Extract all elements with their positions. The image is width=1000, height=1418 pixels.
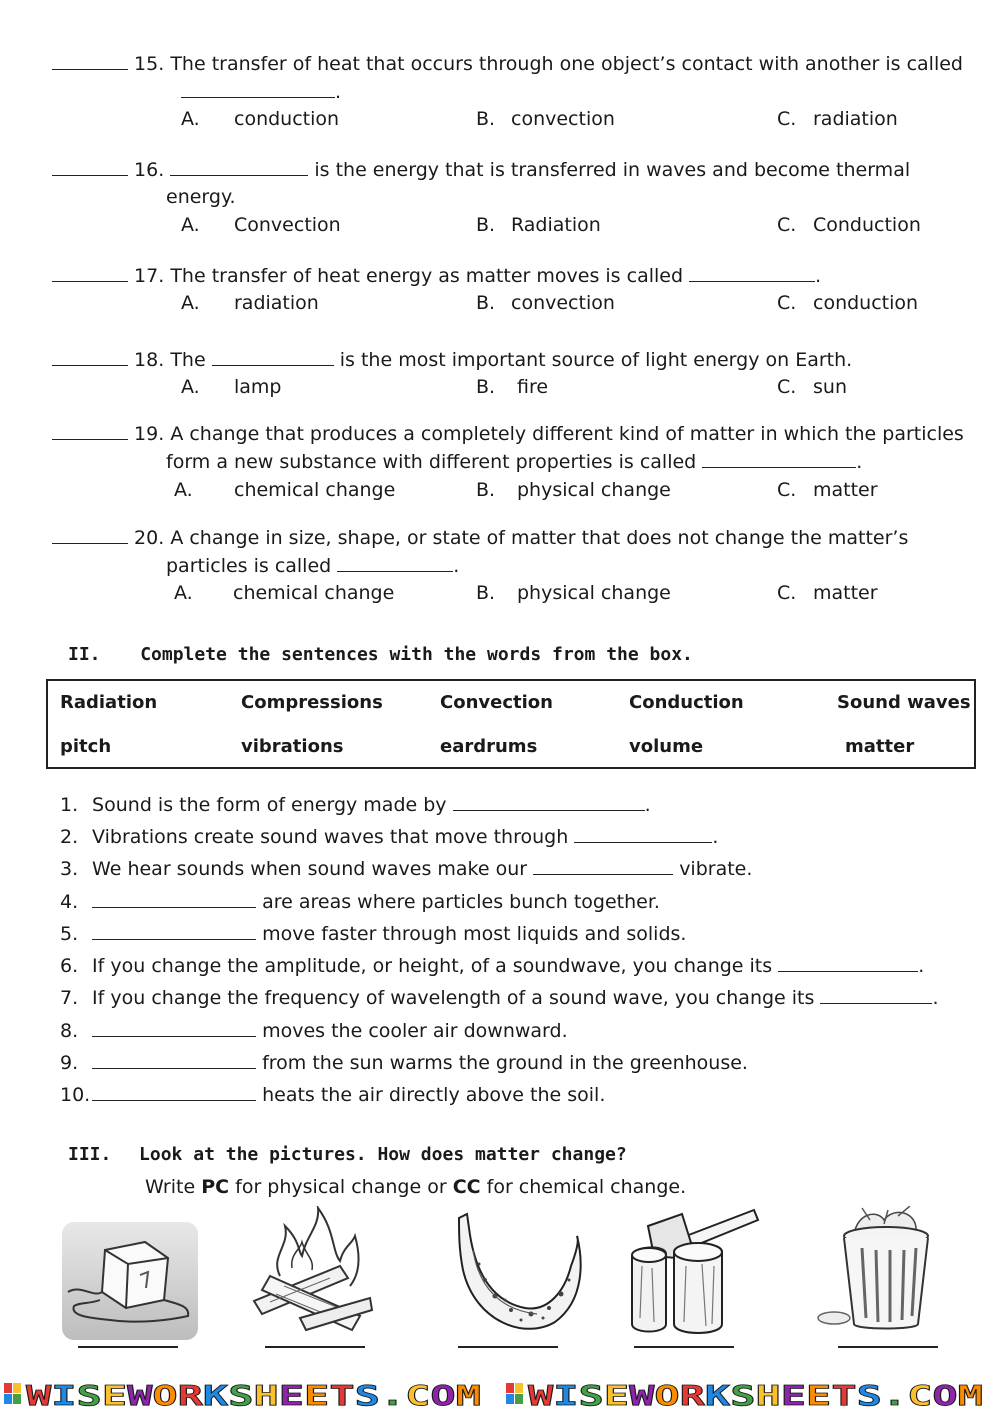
option-c[interactable]: C.	[777, 214, 797, 236]
option-b-text[interactable]: convection	[511, 108, 615, 130]
option-b[interactable]: B.	[476, 582, 496, 604]
footer-brand	[0, 1375, 1000, 1413]
sentence-8: 8. moves the cooler air downward.	[60, 1020, 568, 1042]
sentence-10: 10. heats the air directly above the soil.	[60, 1084, 606, 1106]
word-box-item: Convection	[440, 692, 553, 713]
option-a-text[interactable]: conduction	[234, 108, 340, 130]
option-c[interactable]: C.	[777, 479, 797, 501]
option-b-text[interactable]: fire	[517, 376, 549, 398]
question-18	[52, 348, 852, 371]
option-b[interactable]: B.	[476, 108, 496, 130]
sentence-3: 3. We hear sounds when sound waves make our vibrate.	[60, 858, 753, 880]
option-a-text[interactable]: chemical change	[233, 582, 395, 604]
option-b[interactable]: B.	[476, 292, 496, 314]
word-box-item: Conduction	[629, 692, 744, 713]
question-stem: The transfer of heat that occurs through one object’s contact with another is called	[170, 53, 963, 75]
rotten-banana-icon	[445, 1210, 585, 1335]
brand-icon-square	[4, 1383, 12, 1393]
option-c-text[interactable]: Conduction	[813, 214, 921, 236]
fill-blank[interactable]	[92, 890, 256, 908]
section-2-heading	[68, 644, 693, 665]
picture-answer-line[interactable]	[78, 1346, 178, 1348]
picture-answer-line[interactable]	[265, 1346, 365, 1348]
section-numeral: III.	[68, 1144, 112, 1165]
fill-blank[interactable]	[170, 158, 308, 176]
section-3-heading	[68, 1144, 627, 1165]
option-b-text[interactable]: physical change	[517, 479, 671, 501]
fill-blank[interactable]	[181, 80, 335, 98]
question-number: 17.	[134, 265, 165, 287]
question-stem: The transfer of heat energy as matter moves is called	[170, 265, 684, 287]
option-a[interactable]: A.	[181, 214, 200, 236]
brand-icon-square	[515, 1383, 523, 1393]
brand-icon-square	[506, 1383, 514, 1393]
question-stem: is the energy that is transferred in waves and become thermal	[314, 159, 911, 181]
trash-can-icon	[814, 1206, 954, 1331]
option-a-text[interactable]: chemical change	[234, 479, 396, 501]
option-a-text[interactable]: radiation	[234, 292, 319, 314]
word-box-item: Radiation	[60, 692, 158, 713]
question-19-line2: form a new substance with different properties is called .	[166, 451, 863, 473]
fill-blank[interactable]	[778, 954, 918, 972]
fill-blank[interactable]	[533, 857, 673, 875]
melting-ice-cube-icon	[60, 1220, 200, 1342]
section-title: Look at the pictures. How does matter change?	[139, 1144, 627, 1165]
answer-blank[interactable]	[52, 422, 128, 440]
answer-blank[interactable]	[52, 158, 128, 176]
fill-blank[interactable]	[212, 348, 334, 366]
word-box-item: eardrums	[440, 736, 538, 757]
question-15	[52, 52, 963, 75]
question-stem: The	[170, 349, 206, 371]
answer-blank[interactable]	[52, 348, 128, 366]
question-number: 15.	[134, 53, 165, 75]
option-a[interactable]: A.	[174, 582, 193, 604]
option-c-text[interactable]: matter	[813, 479, 878, 501]
question-number: 16.	[134, 159, 165, 181]
fill-blank[interactable]	[92, 1051, 256, 1069]
sentence-4: 4. are areas where particles bunch together.	[60, 891, 660, 913]
word-box	[46, 679, 976, 769]
brand-icon-square	[13, 1394, 21, 1404]
fill-blank[interactable]	[337, 554, 453, 572]
answer-blank[interactable]	[52, 264, 128, 282]
word-box-item: Compressions	[241, 692, 383, 713]
answer-blank[interactable]	[52, 526, 128, 544]
word-box-item: volume	[629, 736, 704, 757]
option-a[interactable]: A.	[174, 479, 193, 501]
option-b[interactable]: B.	[476, 376, 496, 398]
question-stem: A change in size, shape, or state of matter that does not change the matter’s	[170, 527, 909, 549]
burning-logs-icon	[240, 1206, 380, 1331]
option-a[interactable]: A.	[181, 108, 200, 130]
option-a[interactable]: A.	[181, 376, 200, 398]
fill-blank[interactable]	[820, 986, 932, 1004]
option-b-text[interactable]: physical change	[517, 582, 671, 604]
fill-blank[interactable]	[702, 450, 856, 468]
question-19	[52, 422, 964, 445]
picture-answer-line[interactable]	[458, 1346, 558, 1348]
question-number: 19.	[134, 423, 165, 445]
option-b-text[interactable]: Radiation	[511, 214, 601, 236]
fill-blank[interactable]	[92, 1083, 256, 1101]
question-stem-end: is the most important source of light energy on Earth.	[339, 349, 853, 371]
wiseworksheets-logo	[0, 1375, 1000, 1413]
option-c-text[interactable]: sun	[813, 376, 847, 398]
question-15-line2	[181, 80, 341, 103]
sentence-2: 2. Vibrations create sound waves that move through .	[60, 826, 719, 848]
sentence-5: 5. move faster through most liquids and solids.	[60, 923, 687, 945]
fill-blank[interactable]	[92, 922, 256, 940]
fill-blank[interactable]	[92, 1019, 256, 1037]
sentence-9: 9. from the sun warms the ground in the greenhouse.	[60, 1052, 748, 1074]
option-c-text[interactable]: matter	[813, 582, 878, 604]
question-number: 18.	[134, 349, 165, 371]
sentence-6: 6. If you change the amplitude, or height, of a soundwave, you change its .	[60, 955, 925, 977]
option-b[interactable]: B.	[476, 214, 496, 236]
brand-icon-square	[506, 1394, 514, 1404]
option-b[interactable]: B.	[476, 479, 496, 501]
option-b-text[interactable]: convection	[511, 292, 615, 314]
option-c[interactable]: C.	[777, 108, 797, 130]
word-box-item: matter	[845, 736, 915, 757]
picture-answer-line[interactable]	[634, 1346, 734, 1348]
question-20	[52, 526, 908, 549]
question-stem: A change that produces a completely different kind of matter in which the particles	[170, 423, 964, 445]
option-c-text[interactable]: radiation	[813, 108, 898, 130]
fill-blank[interactable]	[453, 793, 645, 811]
brand-icon-square	[515, 1394, 523, 1404]
sentence-1: 1. Sound is the form of energy made by .	[60, 794, 651, 816]
brand-icon-square	[13, 1383, 21, 1393]
option-c[interactable]: C.	[777, 376, 797, 398]
section-numeral: II.	[68, 644, 101, 665]
option-a[interactable]: A.	[181, 292, 200, 314]
brand-icon-square	[4, 1394, 12, 1404]
fill-blank[interactable]	[689, 264, 815, 282]
question-17: 17. The transfer of heat energy as matter moves is called .	[52, 264, 821, 287]
option-c-text[interactable]: conduction	[813, 292, 919, 314]
option-a-text[interactable]: Convection	[234, 214, 341, 236]
chopped-wood-icon	[626, 1206, 766, 1331]
question-16	[52, 158, 910, 181]
word-box-item: pitch	[60, 736, 112, 757]
word-box-item: Sound waves	[837, 692, 971, 713]
word-box-item: vibrations	[241, 736, 344, 757]
answer-blank[interactable]	[52, 52, 128, 70]
option-a-text[interactable]: lamp	[234, 376, 282, 398]
sentence-7: 7. If you change the frequency of wavelength of a sound wave, you change its .	[60, 987, 939, 1009]
fill-blank[interactable]	[574, 825, 712, 843]
option-c[interactable]: C.	[777, 292, 797, 314]
brand-text: W I S E W O R K S H E E T S . C O M	[26, 1379, 473, 1412]
picture-answer-line[interactable]	[838, 1346, 938, 1348]
question-number: 20.	[134, 527, 165, 549]
question-stem-end: .	[335, 81, 342, 103]
question-20-line2: particles is called .	[166, 555, 460, 577]
question-16-line2: energy.	[166, 186, 236, 208]
section-title: Complete the sentences with the words from the box.	[140, 644, 693, 665]
option-c[interactable]: C.	[777, 582, 797, 604]
section-3-instructions: Write PC for physical change or CC for chemical change.	[145, 1176, 687, 1198]
brand-text: W I S E W O R K S H E E T S . C O M	[528, 1379, 975, 1412]
